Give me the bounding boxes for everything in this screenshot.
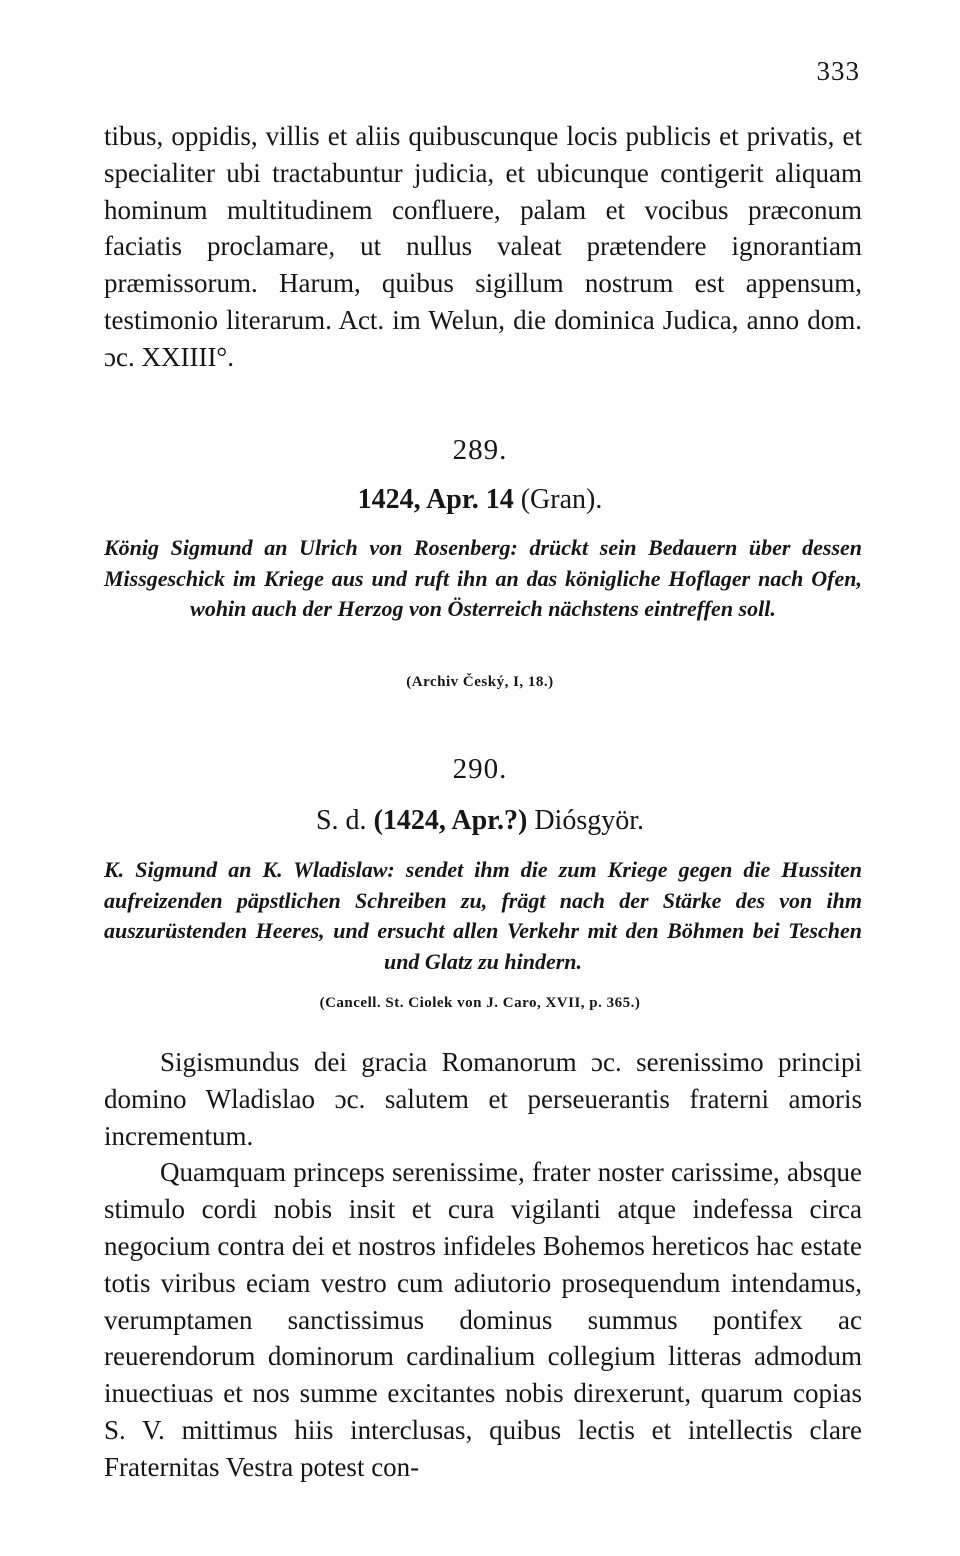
entry-290-date-line xyxy=(0,805,960,837)
entry-290-number: 290. xyxy=(452,753,508,785)
letter-body: Quamquam princeps serenissime, frater noster carissime, absque stimulo cordi nobis insit et cura vigilanti atque indefessa circa negocium contra dei et nostros infideles Bohemos hereticos hac estate totis viribus eciam vestro cum adiutorio prosequendum intendamus, verumptamen sanctissimus dominus summus pontifex ac reuerendorum dominorum cardinalium collegium litteras admodum inuectiuas et nos summe excitantes nobis direxerunt, quarum copias S. V. mittimus hiis interclusas, quibus lectis et intellectis clare Fraternitas Vestra potest con- xyxy=(104,1157,862,1482)
entry-289-date: 1424, Apr. 14 xyxy=(357,484,514,515)
entry-290-summary: K. Sigmund an K. Wladislaw: sendet ihm die zum Kriege gegen die Hussiten aufreizenden päpstlichen Schreiben zu, frägt nach der Stärke des von ihm auszurüstenden Heeres, und ersucht allen Verkehr mit den Böhmen bei Teschen und Glatz zu hindern. xyxy=(104,857,862,974)
letter-salutation: Sigismundus dei gracia Romanorum ɔc. serenissimo principi domino Wladislao ɔc. salutem et perseuerantis fraterni amoris incrementum. xyxy=(104,1047,862,1151)
continuation-text xyxy=(104,118,862,376)
continuation-paragraph: tibus, oppidis, villis et aliis quibuscunque locis publicis et privatis, et specialiter ubi tractabuntur judicia, et ubicunque contigerit aliquam hominum multitudinem confluere, palam et vocibus præconum faciatis proclamare, ut nullus valeat prætendere ignorantiam præmissorum. Harum, quibus sigillum nostrum est appensum, testimonio literarum. Act. im Welun, die dominica Judica, anno dom. ɔc. XXIIII°. xyxy=(104,121,862,372)
page-number: 333 xyxy=(816,56,860,86)
entry-289-place: (Gran). xyxy=(520,484,603,515)
entry-290-date: (1424, Apr.?) xyxy=(373,805,528,836)
letter-text xyxy=(104,1044,862,1486)
entry-289-number: 289. xyxy=(452,434,508,466)
entry-289-summary: König Sigmund an Ulrich von Rosenberg: drückt sein Bedauern über dessen Missgeschick im Kriege aus und ruft ihn an das königliche Hoflager nach Ofen, wohin auch der Herzog von Österreich nächstens eintreffen soll. xyxy=(104,535,862,621)
entry-290-source: (Cancell. St. Ciolek von J. Caro, XVII, p. 365.) xyxy=(319,995,641,1011)
entry-290-date-prefix: S. d. xyxy=(315,805,367,836)
entry-289-date-line xyxy=(0,484,960,516)
entry-290-place: Diósgyör. xyxy=(534,805,645,836)
entry-289-source: (Archiv Český, I, 18.) xyxy=(406,674,554,690)
